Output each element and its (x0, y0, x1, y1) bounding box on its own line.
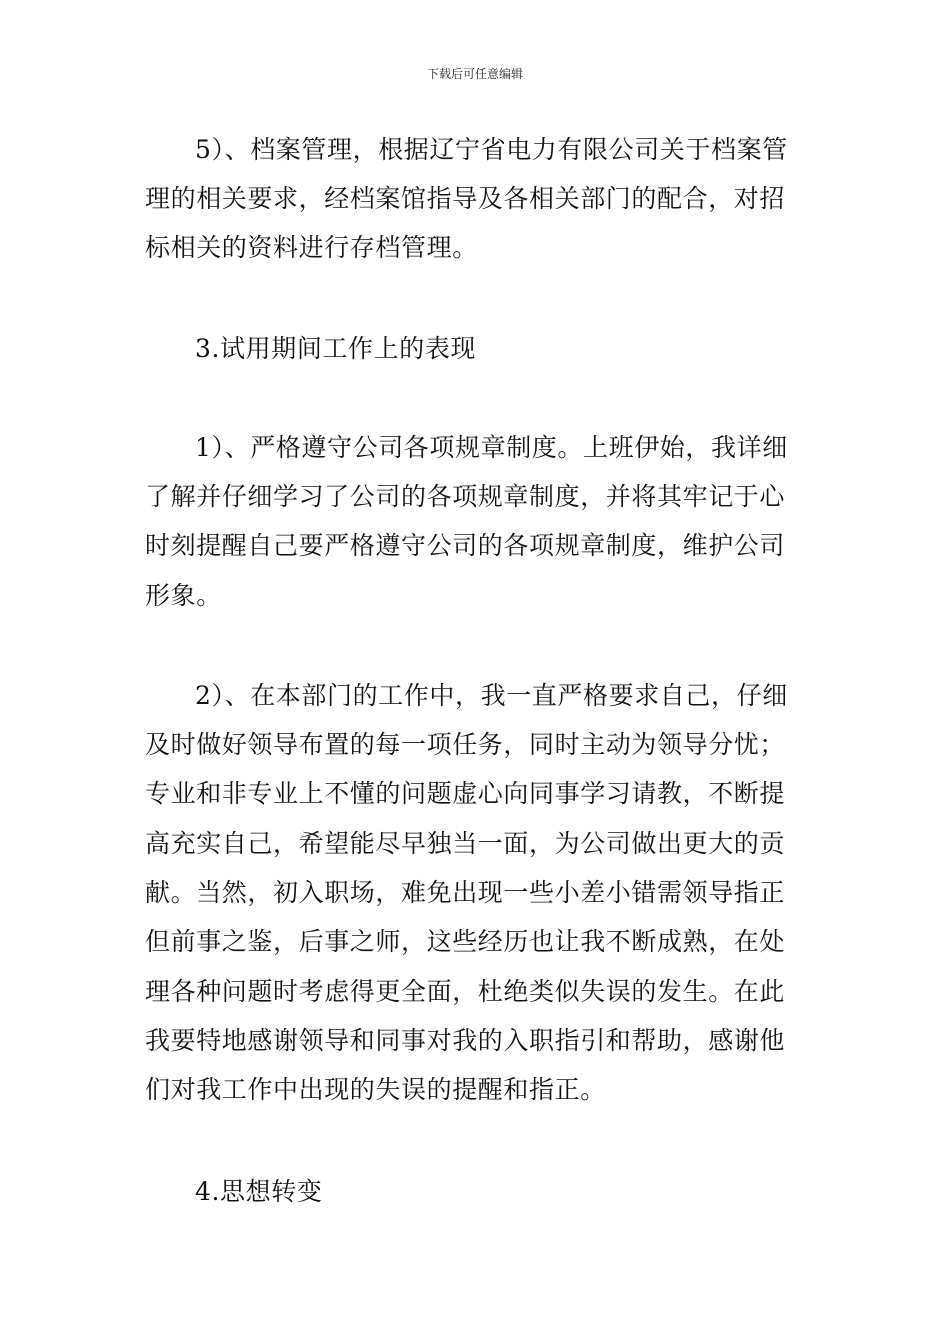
paragraph-line: 理各种问题时考虑得更全面，杜绝类似失误的发生。在此 (145, 977, 786, 1006)
section-heading: 4.思想转变 (195, 1177, 323, 1206)
paragraph-line: 们对我工作中出现的失误的提醒和指正。 (145, 1075, 606, 1104)
page-header: 下载后可任意编辑 (426, 67, 523, 81)
paragraph-line: 时刻提醒自己要严格遵守公司的各项规章制度，维护公司 (145, 531, 786, 560)
paragraph-line: 标相关的资料进行存档管理。 (145, 233, 478, 262)
paragraph-line: 献。当然，初入职场，难免出现一些小差小错需领导指正 (145, 878, 786, 907)
paragraph-line: 形象。 (145, 581, 222, 610)
paragraph-line: 及时做好领导布置的每一项任务，同时主动为领导分忧； (145, 730, 786, 759)
paragraph-line: 理的相关要求，经档案馆指导及各相关部门的配合，对招 (145, 184, 786, 213)
paragraph-line: 但前事之鉴，后事之师，这些经历也让我不断成熟，在处 (145, 927, 786, 956)
paragraph-line: 5）、档案管理，根据辽宁省电力有限公司关于档案管 (195, 135, 788, 164)
paragraph-line: 专业和非专业上不懂的问题虚心向同事学习请教，不断提 (145, 779, 786, 808)
section-heading: 3.试用期间工作上的表现 (195, 334, 477, 363)
paragraph-line: 了解并仔细学习了公司的各项规章制度，并将其牢记于心 (145, 482, 786, 511)
paragraph-line: 我要特地感谢领导和同事对我的入职指引和帮助，感谢他 (145, 1026, 786, 1055)
paragraph-line: 1）、严格遵守公司各项规章制度。上班伊始，我详细 (195, 433, 788, 462)
paragraph-line: 2）、在本部门的工作中，我一直严格要求自己，仔细 (195, 681, 788, 710)
paragraph-line: 高充实自己，希望能尽早独当一面，为公司做出更大的贡 (145, 829, 786, 858)
